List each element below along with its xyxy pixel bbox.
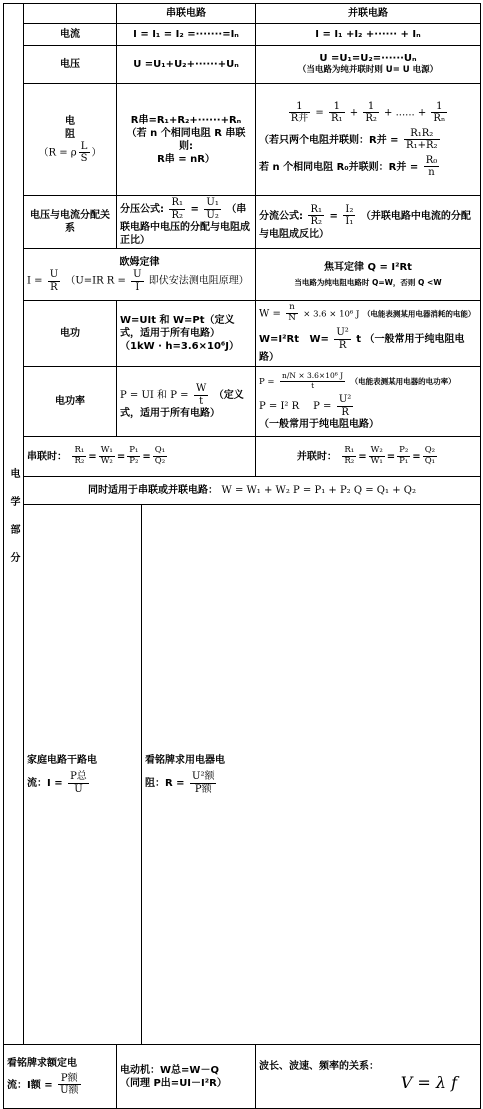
household-current	[24, 505, 142, 1045]
divider-series-f2-num: U₁	[206, 197, 219, 208]
divider-label: 电压与电流分配关系	[24, 196, 117, 249]
rated-resistance-line-2: 阻：R =	[145, 778, 185, 790]
power-par-2-den: R	[341, 406, 349, 418]
ratio-s-eq-2: =	[116, 451, 126, 463]
work-par-w: W =	[259, 308, 281, 319]
rated-row	[4, 1045, 481, 1109]
resistivity-prefix: （R = ρ	[38, 147, 77, 158]
resistance-row	[4, 84, 481, 196]
par-lhs-den: R并	[290, 113, 309, 124]
divider-series-f1-num: R₁	[171, 197, 184, 208]
wave-relation	[256, 1045, 481, 1109]
household-num: P总	[70, 771, 87, 783]
par-lhs-num: 1	[289, 101, 311, 114]
current-label: 电流	[24, 24, 117, 46]
power-parallel	[256, 367, 481, 437]
work-series-line-3: （1kW · h=3.6×10⁶J）	[120, 341, 240, 352]
header-blank-cell	[24, 4, 117, 24]
divider-parallel	[256, 196, 481, 249]
work-par-2-den: R	[338, 339, 347, 351]
par-two-prefix: （若只两个电阻并联则：R并 =	[259, 134, 399, 146]
ohm-mid: （U=IR R =	[65, 275, 126, 287]
resistivity-close: ）	[91, 147, 102, 158]
current-series: I = I₁ = I₂ =·······=Iₙ	[117, 24, 256, 46]
power-series-1-den: t	[199, 395, 204, 407]
resistance-label-2: 阻	[65, 128, 75, 140]
ohm-i-num: U	[49, 269, 59, 280]
resistance-series-line-1: R串=R₁+R₂+······+Rₙ	[130, 114, 242, 126]
divider-par-f1-num: R₁	[310, 203, 323, 215]
work-par-2-note: （一般常用于纯电阻电路）	[259, 334, 465, 364]
ohm-tail: 即伏安法测电阻原理）	[148, 275, 249, 287]
rated-resistance-den: P额	[194, 783, 212, 795]
divider-series	[117, 196, 256, 249]
ratio-p-eq-3: =	[412, 451, 421, 463]
rated-current	[4, 1045, 117, 1109]
joule-law	[256, 249, 481, 301]
resistance-series-line-2: （若 n 个相同电阻 R 串联则:	[126, 127, 246, 152]
side-label: 电学部分	[4, 4, 24, 1045]
par-n-den: n	[428, 167, 435, 178]
joule-title: 焦耳定律 Q = I²Rt	[324, 262, 412, 274]
divider-series-note: （串联电路中电压的分配与电阻成正比）	[120, 204, 250, 246]
rated-resistance-num: U²额	[192, 771, 215, 783]
motor-line-2: （同理 P出=UI－I²R）	[120, 1077, 227, 1089]
work-series-line-1: W=UIt 和 W=Pt（定义	[120, 315, 235, 326]
ratio-s-f4-num: Q₁	[154, 445, 166, 456]
ratio-parallel	[256, 437, 481, 477]
rated-current-line-2: 流：I额 =	[7, 1079, 53, 1091]
ratio-p-f1-num: R₁	[344, 445, 355, 456]
voltage-parallel-line-2: （当电路为纯并联时则 U= U 电源）	[297, 65, 439, 76]
power-series-line-2: 式，适用于所有电路）	[120, 408, 220, 419]
household-label-1: 家庭电路干路电	[27, 755, 97, 767]
ratio-s-eq-1: =	[88, 451, 97, 463]
divider-series-f2-den: U₂	[206, 209, 219, 221]
work-row	[4, 301, 481, 367]
ohm-i-eq: I =	[27, 275, 43, 287]
parallel-two-resistors	[259, 128, 477, 152]
header-row	[4, 4, 481, 24]
ratio-s-f4-den: Q₂	[154, 456, 166, 466]
power-series-1-num: W	[195, 383, 207, 394]
rated-current-num: P额	[58, 1073, 80, 1086]
ratio-p-eq-1: =	[358, 451, 367, 463]
rated-current-line-1: 看铭牌求额定电	[7, 1057, 77, 1069]
work-series	[117, 301, 256, 367]
power-par-2b: P =	[313, 401, 332, 413]
resistance-label-1: 电	[65, 115, 75, 127]
power-series-line-1	[120, 383, 252, 407]
ratio-p-f3-den: P₁	[399, 456, 409, 466]
work-meter-formula	[259, 303, 477, 324]
power-series	[117, 367, 256, 437]
par-two-den: R₁+R₂	[406, 140, 438, 151]
both-row	[4, 477, 481, 505]
work-par-w-num: n	[286, 303, 297, 314]
ratio-p-f3-num: P₂	[399, 445, 409, 456]
par-tn-num: 1	[431, 101, 447, 114]
ratio-series	[24, 437, 256, 477]
par-t1-den: R₁	[331, 113, 343, 124]
both-formulas: W = W₁ + W₂ P = P₁ + P₂ Q = Q₁ + Q₂	[221, 485, 416, 496]
divider-par-f2-num: I₂	[345, 203, 354, 215]
household-den: U	[74, 783, 83, 795]
wave-formula: V = λ f	[400, 1072, 457, 1092]
power-par-p: P =	[259, 377, 275, 387]
work-series-line-2: 式，适用于所有电路）	[120, 328, 220, 339]
header-series: 串联电路	[117, 4, 256, 24]
header-parallel: 并联电路	[256, 4, 481, 24]
ratio-p-f2-num: W₂	[370, 445, 383, 456]
ratio-p-f4-num: Q₂	[424, 445, 436, 456]
divider-series-prefix: 分压公式:	[120, 204, 164, 215]
ratio-p-f1-den: R₂	[344, 456, 355, 466]
ratio-s-f2-num: W₁	[100, 445, 113, 456]
power-par-p-note: （电能表测某用电器的电功率）	[350, 377, 456, 386]
power-series-1a: P = UI 和 P =	[120, 390, 189, 401]
rated-current-formula	[7, 1073, 113, 1097]
current-row	[4, 24, 481, 46]
divider-par-note: （并联电路中电流的分配与电阻成反比）	[259, 210, 471, 240]
power-label: 电功率	[24, 367, 117, 437]
ratio-s-f1-den: R₂	[74, 456, 85, 466]
par-two-num: R₁R₂	[404, 128, 439, 141]
resistance-label	[24, 84, 117, 196]
ratio-s-f2-den: W₂	[100, 456, 113, 466]
work-par-2-num: U²	[336, 327, 349, 339]
ratio-s-f3-num: P₁	[129, 445, 139, 456]
power-par-p-num: n/N × 3.6×10⁶ J	[282, 370, 344, 380]
ohm-title: 欧姆定律	[119, 257, 160, 268]
ratio-s-f3-den: P₂	[129, 456, 139, 466]
power-par-2a: P = I² R	[259, 401, 300, 413]
power-meter-formula	[259, 372, 477, 390]
work-par-w-den: N	[288, 312, 296, 323]
ratio-par-label: 并联时：	[296, 451, 337, 463]
rated-resistance-formula	[145, 771, 477, 795]
resistance-series-line-3: R串 = nR）	[157, 153, 215, 165]
ratio-series-label: 串联时：	[27, 451, 67, 463]
ohm-r-den: I	[135, 281, 140, 293]
resistivity-den: S	[80, 153, 88, 164]
electricity-formula-table	[3, 3, 481, 1109]
laws-row	[4, 249, 481, 301]
work-par-2b: W=	[309, 334, 329, 346]
rated-resistance	[142, 505, 481, 1045]
joule-note: 当电路为纯电阻电路时 Q=W，否则 Q <W	[294, 278, 442, 288]
ratio-s-eq-3: =	[142, 451, 151, 463]
ohm-i-den: R	[50, 281, 58, 293]
parallel-resistance-sum	[259, 101, 477, 125]
resistance-series	[117, 84, 256, 196]
ratio-s-f1-num: R₁	[74, 445, 85, 456]
divider-series-f1-den: R₂	[171, 209, 184, 221]
work-resistive-formula	[259, 327, 477, 364]
ratio-row	[4, 437, 481, 477]
par-t2-num: 1	[363, 101, 379, 114]
voltage-row	[4, 46, 481, 84]
divider-par-f2-den: I₁	[345, 216, 354, 227]
both-text: 同时适用于串联或并联电路：	[88, 485, 219, 496]
power-series-1b: （定义	[213, 390, 244, 401]
wave-title: 波长、波速、频率的关系：	[259, 1060, 379, 1072]
divider-par-prefix: 分流公式:	[259, 210, 303, 222]
household-formula	[27, 771, 138, 795]
par-n-num: R₀	[425, 154, 438, 166]
par-plus: +	[349, 107, 359, 118]
both-cell	[24, 477, 481, 505]
power-resistive-formula	[259, 394, 477, 431]
par-t1-num: 1	[329, 101, 345, 114]
parallel-n-resistors	[259, 155, 477, 179]
power-row	[4, 367, 481, 437]
ohm-formula	[27, 269, 252, 293]
ohm-r-num: U	[133, 269, 142, 280]
par-tn-den: Rₙ	[433, 113, 446, 124]
power-par-2-num: U²	[338, 394, 352, 406]
work-par-w-tail: × 3.6 × 10⁶ J	[303, 309, 360, 319]
rated-resistance-line-1: 看铭牌求用电器电	[145, 755, 225, 767]
par-eq: =	[315, 107, 324, 118]
work-label: 电功	[24, 301, 117, 367]
divider-row	[4, 196, 481, 249]
work-parallel	[256, 301, 481, 367]
resistivity-num: L	[79, 141, 90, 154]
ohm-law	[24, 249, 256, 301]
ratio-p-eq-2: =	[386, 451, 396, 463]
ratio-p-f2-den: W₁	[370, 456, 383, 466]
voltage-series: U =U₁+U₂+······+Uₙ	[117, 46, 256, 84]
par-t2-den: R₂	[365, 113, 377, 124]
resistivity-formula	[27, 141, 113, 165]
work-par-2c: t	[356, 334, 362, 346]
divider-par-f1-den: R₂	[310, 216, 323, 227]
resistance-parallel	[256, 84, 481, 196]
current-parallel: I = I₁ +I₂ +······ + Iₙ	[256, 24, 481, 46]
par-n-prefix: 若 n 个相同电阻 R₀并联则：R并 =	[259, 161, 419, 173]
work-par-2a: W=I²Rt	[259, 334, 299, 346]
voltage-label: 电压	[24, 46, 117, 84]
work-par-w-note: （电能表测某用电器消耗的电能）	[362, 309, 476, 318]
divider-series-eq: =	[190, 204, 199, 215]
motor	[117, 1045, 256, 1109]
power-par-2-note: （一般常用于纯电阻电路）	[259, 419, 379, 431]
voltage-parallel	[256, 46, 481, 84]
household-row	[4, 505, 481, 1045]
ratio-p-f4-den: Q₁	[424, 456, 436, 466]
par-dots: + ...... +	[384, 107, 427, 118]
motor-line-1: 电动机：W总=W－Q	[120, 1064, 219, 1076]
divider-par-eq: =	[329, 210, 338, 222]
household-label-2: 流：I =	[27, 778, 63, 790]
power-par-p-den: t	[311, 380, 315, 390]
voltage-parallel-line-1: U =U₁=U₂=······Uₙ	[319, 53, 417, 65]
rated-current-den: U额	[60, 1085, 79, 1097]
